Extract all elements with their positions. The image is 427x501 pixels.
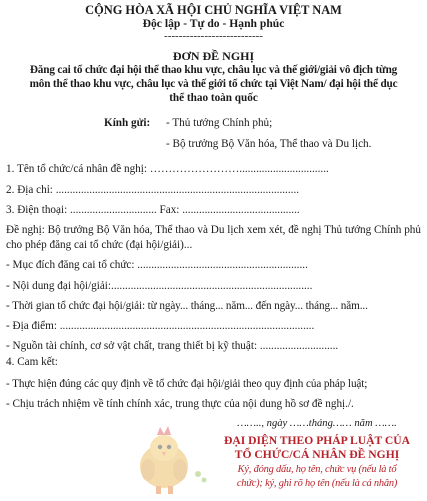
addressee-minister: - Bộ trưởng Bộ Văn hóa, Thể thao và Du lịch. — [166, 138, 372, 150]
item-location: - Địa điểm: ........................................................................................... — [6, 320, 315, 332]
form-title: ĐƠN ĐỀ NGHỊ — [172, 49, 255, 63]
national-motto: Độc lập - Tự do - Hạnh phúc — [142, 17, 285, 30]
commitment-accuracy: - Chịu trách nhiệm về tính chính xác, trung thực của nội dung hồ sơ đề nghị./. — [6, 398, 354, 410]
addressee-label: Kính gửi: — [104, 117, 151, 129]
signature-note-line-1: Ký, đóng dấu, họ tên, chức vụ (nếu là tổ — [237, 464, 397, 475]
signature-title-line-1: ĐẠI DIỆN THEO PHÁP LUẬT CỦA — [223, 434, 411, 447]
field-organization-name: 1. Tên tổ chức/cá nhân đề nghị: ……………………................................ — [6, 163, 329, 175]
item-time: - Thời gian tổ chức đại hội/giải: từ ngày... tháng... năm... đến ngày... tháng... năm... — [6, 300, 368, 312]
commitment-compliance: - Thực hiện đúng các quy định về tổ chức đại hội/giải theo quy định của pháp luật; — [6, 378, 368, 390]
item-purpose: - Mục đích đăng cai tổ chức: ............................................................. — [6, 259, 308, 271]
signature-note-line-2: chức); ký, ghi rõ họ tên (nếu là cá nhân) — [236, 478, 398, 489]
form-subtitle-line-2: môn thể thao khu vực, châu lục và thế giới tổ chức tại Việt Nam/ đại hội thể dục — [29, 78, 398, 90]
header-separator: --------------------------- — [164, 30, 263, 42]
item-resources: - Nguồn tài chính, cơ sở vật chất, trang thiết bị kỹ thuật: ............................ — [6, 340, 339, 352]
addressee-prime-minister: - Thủ tướng Chính phủ; — [166, 117, 273, 129]
field-address: 2. Địa chỉ: ....................................................................................... — [6, 184, 300, 196]
request-paragraph: Đề nghị: Bộ trưởng Bộ Văn hóa, Thể thao và Du lịch xem xét, đề nghị Thủ tướng Chính phủ cho phép đăng cai tổ chức (đại hội/giải)... — [6, 224, 421, 251]
signature-title-line-2: TỔ CHỨC/CÁ NHÂN ĐỀ NGHỊ — [234, 448, 400, 461]
item-content: - Nội dung đại hội/giải:........................................................................ — [6, 280, 313, 292]
national-title: CỘNG HÒA XÃ HỘI CHỦ NGHĨA VIỆT NAM — [85, 3, 342, 17]
form-subtitle-line-1: Đăng cai tổ chức đại hội thể thao khu vực, châu lục và thế giới/giải vô địch từng — [29, 64, 398, 76]
commitment-heading: 4. Cam kết: — [6, 356, 58, 368]
field-phone-fax: 3. Điện thoại: ............................... Fax: .......................................... — [6, 204, 300, 216]
form-subtitle-line-3: thể thao toàn quốc — [169, 92, 258, 104]
signature-date: …….., ngày ……tháng…… năm ……. — [237, 418, 397, 429]
watermark-mascot-icon — [124, 418, 214, 498]
